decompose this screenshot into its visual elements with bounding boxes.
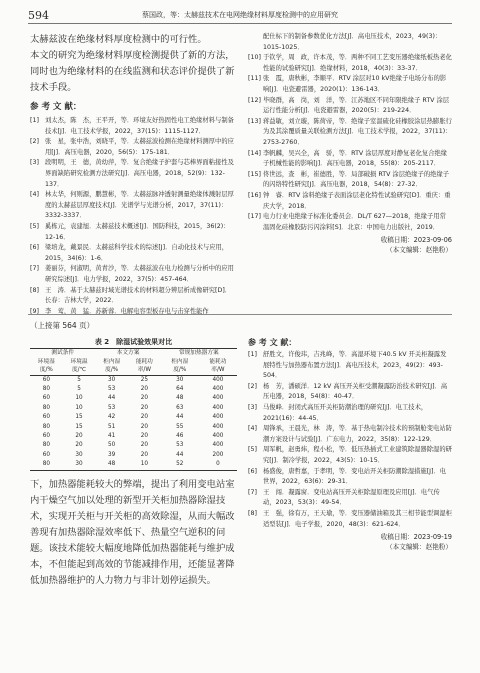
table-col-header-row: [30, 366, 237, 375]
references-heading: 参 考 文 献：: [30, 102, 82, 112]
reference-number: [9]: [30, 307, 39, 315]
reference-item: [248, 212, 452, 233]
table-caption: 表 2 除湿试验效果对比: [94, 338, 173, 346]
reference-text: 梁培龙，戴景民．太赫兹科学技术的综述[J]．自动化技术与应用，2015，34(6)：1-6．: [45, 244, 229, 262]
continued-from-note: （上接第 564 页）: [30, 321, 95, 330]
reference-number: [5]: [248, 446, 257, 454]
reference-number: [4]: [30, 191, 39, 199]
reference-text: 舒胜文，许俊玮，吉兆峰，等．高湿环境下40.5 kV 开关柜凝露发展特性与加热器布置方法[J]．高电压技术，2023，49(2)：493-504．: [263, 351, 447, 380]
article-divider: [28, 314, 452, 315]
table-group-header-row: [30, 349, 237, 358]
table-cell: 400: [212, 385, 224, 392]
reference-item: [248, 191, 452, 212]
reference-text: 马俊峰．封闭式高压开关柜防潮治理的研究[J]．电工技术，2021(16)：44-45．: [263, 403, 428, 422]
reference-item: [248, 382, 452, 403]
table-cell: 5: [77, 376, 81, 383]
reference-text: 张 霞，唐秋彬，李顺平．RTV 涂层对10 kV绝缘子电场分布的影响[J]．电瓷避雷器，2020(1)：136-143．: [263, 75, 447, 93]
reference-item: [30, 264, 235, 285]
table-cell: 41: [108, 432, 116, 439]
table-cell: 400: [212, 432, 224, 439]
reference-text: 电力行业电绝缘子标准化委员会．DL/T 627—2018，绝缘子用常温固化硅橡胶防污闪涂料[S]．北京：中国电力出版社，2019．: [263, 213, 446, 231]
reference-number: [16]: [248, 191, 261, 199]
reference-text: 于钦学，周 政，许本茂，等．两种不同工艺变压器绝缘纸板热老化性能的试验研究[J]．绝缘材料，2018，40(3)：33-37．: [263, 54, 452, 72]
reference-item: [30, 158, 235, 190]
reference-number: [14]: [248, 149, 261, 157]
reference-text: 周军帆，赵勇炜，程小松，等．低压热插式工业建筑除湿器除湿的研究[J]．制冷学报，2022，43(5)：10-15．: [263, 446, 452, 464]
reference-number: [13]: [248, 117, 261, 125]
table-cell: 20: [75, 432, 83, 439]
column-header: 率/W: [199, 366, 237, 375]
header-rule: [28, 23, 452, 24]
reference-number: [3]: [248, 403, 257, 411]
table-cell: 20: [140, 451, 148, 458]
table-cell: 44: [108, 395, 116, 402]
reference-item: [30, 137, 235, 158]
conclusion-paragraph: 太赫兹波在绝缘材料厚度检测中的可行性。 本文的研究为绝缘材料厚度检测提供了新的方法，同时也为绝缘材料的在线监测和状态评价提供了新技术手段。: [30, 34, 235, 93]
reference-item: [248, 424, 452, 445]
page-number: 594: [28, 9, 49, 22]
reference-item: [248, 403, 452, 424]
table-row: [30, 423, 237, 432]
reference-item: [248, 350, 452, 382]
reference-number: [11]: [248, 75, 261, 83]
reference-item: [248, 488, 452, 509]
reference-number: [1]: [248, 351, 257, 358]
reference-text: 配仕标下的制备参数优化方法[J]．高电压技术，2023，49(3)：1015-1025．: [263, 33, 442, 51]
reference-number: [17]: [248, 213, 261, 221]
reference-number: [7]: [30, 265, 39, 273]
table-cell: 44: [176, 451, 184, 458]
reference-number: [8]: [30, 286, 39, 294]
reference-text: 姜丽芬，何淑明，黄青沙，等．太赫兹波在电力检测与分析中的应用研究综述[J]．电力学报，2022，37(5)：457-464．: [45, 265, 234, 283]
column-header: 柜内湿: [171, 358, 189, 365]
table-cell: 80: [42, 385, 50, 392]
table-cell: 44: [176, 414, 184, 421]
column-header: 环境温: [70, 358, 88, 365]
reference-number: [2]: [30, 138, 39, 146]
reference-list: [248, 350, 452, 530]
reference-number: [7]: [248, 488, 257, 496]
reference-text: 奚栋元，袁建旭．太赫兹技术概述[J]．国防科技，2015，36(2)：12-16．: [45, 222, 230, 241]
table-cell: 400: [212, 423, 224, 430]
reference-text: 李帆麟，吴兴全，高 骄，等．RTV 涂层厚度对静复老化复合绝缘子机械性能的影响[J]．高压电器，2018，55(8)：205-2117．: [263, 149, 448, 168]
table-cell: 80: [30, 460, 63, 470]
table-cell: 60: [42, 414, 50, 421]
reference-number: [10]: [248, 54, 261, 62]
column-header: 度/%: [95, 366, 128, 375]
reference-text: 李 莺，黄 猛．苏新蓉．电解电容型板存电与击穿性能作: [45, 307, 209, 315]
column-header: 度/%: [161, 366, 199, 375]
reference-text: 佟世远，查 彬，崔德胜，等．局部破损 RTV 涂层绝缘子的绝缘子的闪络特性研究[J]．高压电器，2018，54(8)：27-32．: [263, 170, 450, 189]
reference-item: [30, 190, 235, 222]
table-cell: 53: [108, 404, 116, 411]
running-title: 蔡国政，等：太赫兹技术在电网绝缘材料厚度检测中的应用研究: [142, 11, 338, 19]
dehumidification-table: [30, 348, 237, 471]
table-cell: 53: [176, 442, 184, 449]
table-cell: 15: [75, 423, 83, 430]
table-cell: 20: [140, 404, 148, 411]
reference-item: [248, 117, 452, 149]
references-heading: 参 考 文 献：: [248, 338, 297, 347]
reference-list: [30, 116, 235, 317]
table-row: [30, 375, 237, 385]
table-cell: 10: [128, 460, 161, 470]
reference-item: [248, 467, 452, 488]
running-header: [28, 8, 452, 24]
reference-item: [30, 116, 235, 137]
table-cell: 52: [161, 460, 199, 470]
body-paragraph: 下，加热器能耗较大的弊端，提出了利用变电站室内干燥空气加以处理的新型开关柜加热器除湿技术，实现开关柜与开关柜的高效除湿，从而大幅改善现有加热器除湿效率低下、热量空气逆积的问题。该技术能较大幅度地降低加热器能耗与维护成本，不但能起到高效的节能减排作用，还能显著降低加热器维护的人力物力与非计划停运损失。: [30, 478, 235, 586]
table-row: [30, 451, 237, 460]
table-cell: 63: [176, 404, 184, 411]
table-cell: 400: [212, 404, 224, 411]
table-cell: 60: [42, 376, 50, 383]
table-cell: 48: [176, 395, 184, 402]
top-right-column: [248, 32, 452, 255]
received-date: 收稿日期：2023-09-19: [380, 533, 452, 542]
table-cell: 53: [108, 385, 116, 392]
reference-list: [248, 32, 452, 233]
table-cell: 20: [140, 423, 148, 430]
table-cell: 60: [42, 395, 50, 402]
table-cell: 30: [176, 376, 184, 383]
reference-text: 张 星，张中浩，刘晓平，等．太赫兹波检测在绝缘材料测厚中的应用[J]．高压电器，2020，56(5)：175-181．: [45, 138, 234, 156]
table-cell: 80: [42, 442, 50, 449]
reference-text: 杨 芳，潘硕洋．12 kV 高压开关柜受潮凝露防治技术研究[J]．高压电器，2018，54(8)：40-47．: [263, 382, 448, 401]
table-row: [30, 460, 237, 470]
reference-number: [8]: [248, 509, 257, 517]
table-cell: 50: [108, 442, 116, 449]
reference-item: [30, 222, 235, 243]
bottom-left-column: [30, 336, 237, 589]
reference-item: [30, 243, 235, 264]
reference-item: [248, 445, 452, 466]
reference-item: [248, 509, 452, 530]
table-row: [30, 413, 237, 422]
table-cell: 39: [108, 451, 116, 458]
table-cell: 30: [108, 376, 116, 383]
reference-number: [12]: [248, 96, 261, 104]
table-cell: 64: [176, 385, 184, 392]
editor-note: （本文编辑：赵艳粉）: [386, 246, 452, 255]
table-cell: 400: [212, 376, 224, 383]
reference-item: [30, 286, 235, 307]
reference-item: [248, 149, 452, 170]
reference-number: [6]: [30, 244, 39, 252]
table-cell: 20: [140, 395, 148, 402]
table-cell: 80: [42, 404, 50, 411]
table-cell: 20: [140, 414, 148, 421]
reference-item: [248, 32, 452, 53]
table-cell: 20: [75, 442, 83, 449]
reference-text: 毕晓群，高 岗，刘 洋，等．江苏地区不同年限绝缘子 RTV 涂层运行性能分析[J]．电瓷避雷器，2020(5)：219-224．: [263, 96, 450, 115]
reference-number: [2]: [248, 382, 257, 390]
table-cell: 5: [77, 385, 81, 392]
reference-text: 周锋承，王晨光，林 涛，等．基于热电制冷技术的预制舱变电站防潮方案设计与试验[J]．广东电力，2022，35(8)：122-129．: [263, 425, 452, 443]
group-header: 测试条件: [30, 349, 95, 358]
reference-item: [248, 96, 452, 117]
group-header: 本文方案: [95, 349, 160, 358]
reference-number: [6]: [248, 467, 257, 475]
reference-text: 段明明，王 德，黄幼萍，等．复合绝缘子护套与芯棒界面粘接性及界面缺陷研究检测方法研究[J]．高压电器，2018，52(9)：132-137．: [45, 159, 234, 188]
reference-item: [30, 307, 235, 318]
table-cell: 0: [199, 460, 237, 470]
table-cell: 10: [75, 395, 83, 402]
table-row: [30, 385, 237, 394]
table-row: [30, 432, 237, 441]
reference-item: [248, 170, 452, 191]
editor-note: （本文编辑：赵艳粉）: [386, 543, 452, 552]
table-cell: 55: [176, 423, 184, 430]
table-cell: 10: [75, 404, 83, 411]
table-cell: 400: [212, 395, 224, 402]
column-header: 能耗功: [135, 358, 153, 365]
table-cell: 48: [95, 460, 128, 470]
reference-text: 王 强，徐有万，王天瑜，等．变压器储油箱及其三相节能型调湿柜适型装[J]．电子学报，2020，48(3)：621-624．: [263, 509, 452, 528]
table-cell: 20: [140, 432, 148, 439]
table-cell: 15: [75, 414, 83, 421]
table-row: [30, 404, 237, 413]
table-cell: 60: [42, 432, 50, 439]
received-date: 收稿日期：2023-09-06: [380, 236, 452, 245]
column-header: 环境湿: [37, 358, 55, 365]
top-left-column: [30, 32, 235, 317]
table-cell: 25: [140, 376, 148, 383]
column-header: 度/%: [30, 366, 63, 375]
table-cell: 30: [75, 451, 83, 458]
column-header: 度/℃: [63, 366, 96, 375]
table-cell: 200: [212, 451, 224, 458]
table-cell: 30: [63, 460, 96, 470]
table-row: [30, 394, 237, 403]
table-row: [30, 441, 237, 450]
table-cell: 60: [42, 451, 50, 458]
bottom-right-column: [248, 336, 452, 552]
reference-text: 王 涛．基于太赫兹时域光谱技术的材料超分辨层析成像研究[D]．长春：吉林大学，2022．: [45, 286, 232, 305]
table-cell: 51: [108, 423, 116, 430]
reference-number: [4]: [248, 425, 257, 433]
reference-text: 林太华，何则源，鹏慧彬，等．太赫兹脉冲透射测量绝缘体溅射层厚度的太赫兹层厚度技术[J]．光谱学与光谱分析，2017，37(11)：3332-3337．: [45, 191, 234, 220]
reference-text: 蒋益敏，刘立璇，陈荷帝，等．绝缘子室温硫化硅橡胶涂层热膨胀行为及其涂覆质量关联检测方法[J]．电工技术学报，2022，37(11)：2753-2760．: [263, 117, 452, 146]
reference-text: 钟 睿．RTV 涂料绝缘子表面涂层老化特性试验研究[D]．重庆：重庆大学，2018．: [263, 191, 451, 210]
table-cell: 80: [42, 423, 50, 430]
column-header: 柜内湿: [103, 358, 121, 365]
reference-number: [5]: [30, 222, 39, 230]
reference-text: 王 闯．凝露窗．变电站高压开关柜除湿原理及应用[J]．电气传动，2023，53(3)：49-54．: [263, 488, 440, 507]
reference-number: [1]: [30, 117, 39, 124]
table-cell: 20: [140, 385, 148, 392]
reference-number: [15]: [248, 170, 261, 178]
table-cell: 400: [212, 442, 224, 449]
table-cell: 400: [212, 414, 224, 421]
table-col-header-row: [30, 358, 237, 367]
reference-text: 杨盛俊，唐哲嘉，于孝明，等．变电站开关柜防潮除湿措施[J]．电世界，2022，63(6)：29-31．: [263, 467, 447, 486]
column-header: 能耗功: [209, 358, 227, 365]
table-cell: 42: [108, 414, 116, 421]
reference-item: [248, 74, 452, 95]
group-header: 常规加热器方案: [161, 349, 237, 358]
reference-text: 刘太杰，陈 杰，王平开，等．环境友好热固性电工绝缘材料与制备技术[J]．电工技术学报，2022，37(15)：1115-1127．: [45, 117, 234, 135]
reference-number: [3]: [30, 159, 39, 167]
column-header: 率/W: [128, 366, 161, 375]
table-cell: 46: [176, 432, 184, 439]
table-cell: 20: [140, 442, 148, 449]
reference-item: [248, 53, 452, 74]
